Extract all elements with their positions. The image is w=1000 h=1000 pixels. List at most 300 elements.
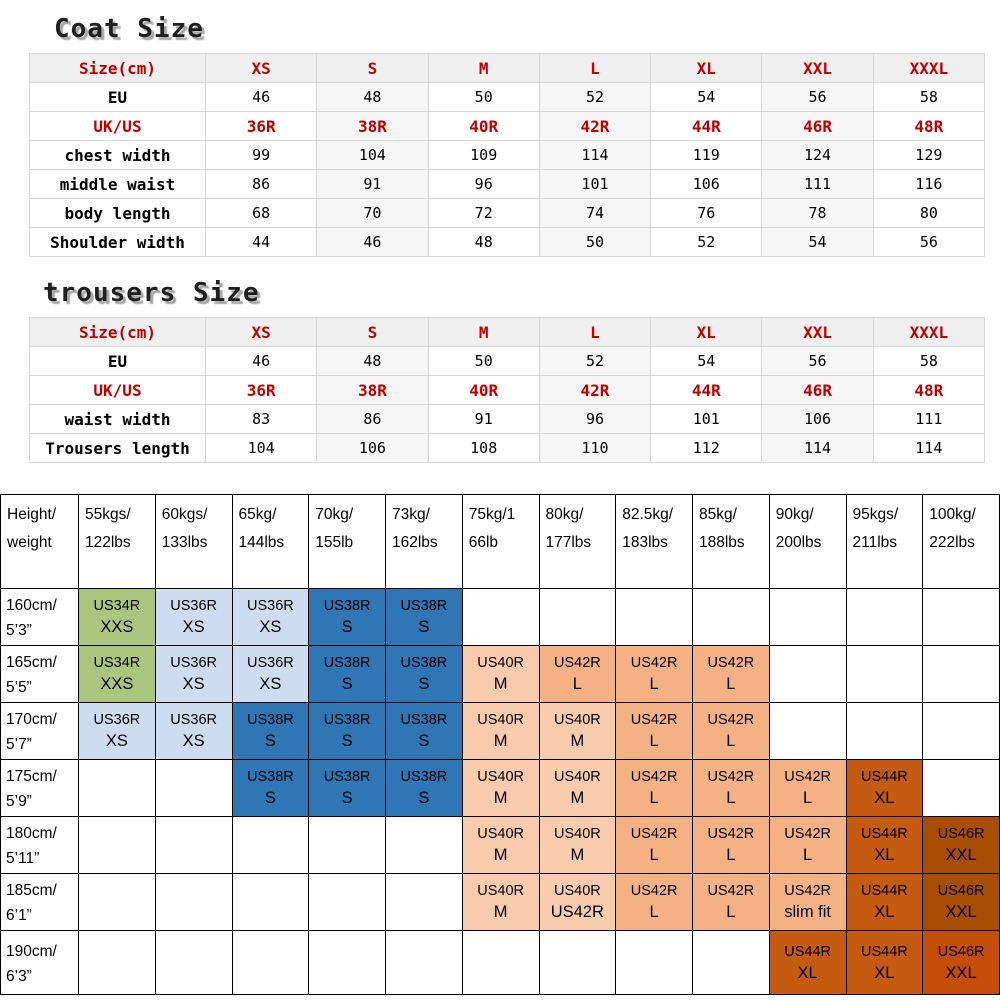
- size-table-row-label: UK/US: [30, 376, 206, 405]
- fit-row-label-line: 185cm/: [6, 882, 57, 899]
- fit-cell-size-letter: L: [726, 846, 736, 864]
- size-table-cell: 68: [206, 199, 317, 228]
- fit-cell-size-letter: L: [803, 846, 813, 864]
- fit-cell-size-code: US42R: [630, 655, 678, 671]
- fit-cell-size-code: US46R: [937, 943, 985, 960]
- fit-cell-size-code: US40R: [477, 883, 524, 899]
- size-table-cell: 114: [873, 434, 984, 463]
- fit-table-col-header: [386, 495, 463, 589]
- size-table-cell: 91: [428, 405, 539, 434]
- size-table-cell: 124: [762, 141, 873, 170]
- fit-header-line: Height/: [7, 506, 57, 523]
- size-table-cell: 46R: [762, 112, 873, 141]
- fit-table-size-cell: [693, 760, 770, 817]
- fit-cell-size-letter: S: [418, 789, 430, 807]
- fit-table-size-cell: [232, 646, 309, 703]
- fit-table-size-cell: [693, 817, 770, 874]
- fit-header-line: 162lbs: [392, 534, 438, 551]
- fit-header-line: 133lbs: [161, 534, 208, 551]
- fit-row-label-line: 180cm/: [6, 825, 57, 842]
- fit-cell-size-letter: XS: [259, 675, 282, 693]
- fit-cell-size-code: US36R: [170, 598, 217, 614]
- size-table-cell: 78: [762, 199, 873, 228]
- fit-cell-size-letter: M: [493, 675, 508, 693]
- fit-table-size-cell: [232, 760, 309, 817]
- fit-table-size-cell: [155, 646, 232, 703]
- fit-table-empty-cell: [232, 874, 309, 931]
- fit-table-size-cell: [693, 703, 770, 760]
- size-table-cell: 44R: [651, 376, 762, 405]
- fit-cell-size-code: US46R: [937, 883, 985, 899]
- fit-row-label-line: 5’9”: [6, 793, 32, 810]
- fit-cell-size-code: US38R: [323, 769, 371, 785]
- fit-cell-size-code: US42R: [707, 655, 755, 671]
- fit-cell-size-code: US42R: [630, 712, 678, 728]
- size-table-corner-cell: Size(cm): [30, 54, 206, 83]
- size-table-cell: 111: [873, 405, 984, 434]
- fit-table-row: [1, 703, 1000, 760]
- trousers-size-table: [29, 317, 985, 463]
- fit-row-label-line: 190cm/: [6, 942, 57, 960]
- fit-table-empty-cell: [846, 589, 923, 646]
- size-table-cell: 38R: [317, 376, 428, 405]
- size-table-cell: 101: [539, 170, 650, 199]
- size-table-row-label: Shoulder width: [30, 228, 206, 257]
- size-table-cell: 48R: [873, 376, 984, 405]
- fit-cell-size-code: US42R: [630, 826, 678, 842]
- fit-cell-size-letter: L: [726, 732, 736, 750]
- size-table-cell: 129: [873, 141, 984, 170]
- fit-table-row-label: [1, 874, 79, 931]
- fit-cell-size-code: US42R: [630, 769, 678, 785]
- size-table-cell: 106: [651, 170, 762, 199]
- fit-cell-size-code: US38R: [400, 655, 448, 671]
- fit-table-empty-cell: [386, 817, 463, 874]
- fit-table-size-cell: [309, 646, 386, 703]
- size-table-row-label: waist width: [30, 405, 206, 434]
- fit-table-empty-cell: [693, 931, 770, 995]
- coat-size-table: [29, 53, 985, 257]
- size-table-col-header: M: [428, 318, 539, 347]
- size-table-cell: 96: [539, 405, 650, 434]
- fit-cell-size-code: US38R: [323, 598, 371, 614]
- fit-header-line: 55kgs/: [85, 506, 131, 523]
- fit-cell-size-letter: XXL: [945, 846, 977, 864]
- fit-table-empty-cell: [386, 874, 463, 931]
- fit-header-line: 65kg/: [238, 506, 277, 523]
- fit-table-row: [1, 589, 1000, 646]
- fit-table-size-cell: [232, 589, 309, 646]
- fit-cell-size-letter: XS: [182, 732, 205, 750]
- size-table-cell: 54: [651, 83, 762, 112]
- fit-cell-size-letter: XS: [259, 618, 282, 636]
- size-table-row: [30, 112, 985, 141]
- fit-cell-size-code: US38R: [247, 769, 294, 785]
- size-table-cell: 114: [762, 434, 873, 463]
- size-table-col-header: XXL: [762, 318, 873, 347]
- size-table-col-header: XL: [651, 318, 762, 347]
- fit-header-line: 95kgs/: [852, 506, 899, 523]
- fit-cell-size-code: US40R: [554, 712, 601, 728]
- fit-table-col-header: [79, 495, 156, 589]
- fit-table-size-cell: [846, 817, 923, 874]
- fit-cell-size-letter: S: [341, 675, 353, 693]
- fit-table-empty-cell: [79, 760, 156, 817]
- fit-cell-size-code: US44R: [861, 769, 908, 785]
- fit-cell-size-letter: M: [570, 732, 585, 750]
- fit-header-line: 73kg/: [392, 506, 430, 523]
- size-table-cell: 106: [762, 405, 873, 434]
- fit-table-size-cell: [616, 874, 693, 931]
- fit-cell-size-code: US38R: [247, 712, 294, 728]
- fit-cell-size-code: US44R: [861, 883, 908, 899]
- fit-table-empty-cell: [769, 646, 846, 703]
- fit-cell-size-code: US40R: [477, 655, 524, 671]
- fit-table-size-cell: [846, 931, 923, 995]
- fit-cell-size-letter: S: [418, 618, 430, 636]
- fit-table-size-cell: [309, 760, 386, 817]
- fit-cell-size-letter: M: [493, 903, 508, 921]
- fit-row-label-line: 5’7”: [6, 736, 32, 753]
- fit-cell-size-code: US38R: [400, 598, 448, 614]
- fit-table-row-label: [1, 703, 79, 760]
- fit-table-row: [1, 817, 1000, 874]
- fit-row-label-line: 6’1”: [6, 907, 32, 924]
- size-table-cell: 106: [317, 434, 428, 463]
- size-table-cell: 101: [651, 405, 762, 434]
- fit-cell-size-letter: L: [649, 846, 659, 864]
- size-table-col-header: S: [317, 54, 428, 83]
- size-table-cell: 36R: [206, 376, 317, 405]
- fit-cell-size-letter: XXS: [100, 618, 134, 636]
- fit-cell-size-code: US34R: [93, 655, 141, 671]
- fit-cell-size-letter: XL: [874, 963, 895, 982]
- size-table-col-header: XS: [206, 318, 317, 347]
- fit-cell-size-letter: US42R: [550, 903, 604, 921]
- fit-table-size-cell: [462, 874, 539, 931]
- fit-table-size-cell: [846, 874, 923, 931]
- fit-cell-size-letter: M: [493, 732, 508, 750]
- fit-cell-size-letter: L: [649, 789, 659, 807]
- size-table-cell: 111: [762, 170, 873, 199]
- size-table-cell: 44: [206, 228, 317, 257]
- size-table-cell: 46: [206, 83, 317, 112]
- size-table-row: [30, 405, 985, 434]
- fit-table-size-cell: [616, 760, 693, 817]
- size-table-cell: 109: [428, 141, 539, 170]
- size-table-row: [30, 434, 985, 463]
- fit-table-row-label: [1, 760, 79, 817]
- size-table-cell: 38R: [317, 112, 428, 141]
- size-table-col-header: L: [539, 318, 650, 347]
- fit-table-empty-cell: [923, 589, 1000, 646]
- fit-table-col-header: [769, 495, 846, 589]
- size-table-cell: 48: [317, 347, 428, 376]
- fit-cell-size-code: US46R: [937, 826, 985, 842]
- fit-table-col-header: [846, 495, 923, 589]
- fit-table-col-header: [693, 495, 770, 589]
- fit-table-col-header: [232, 495, 309, 589]
- fit-header-line: 90kg/: [775, 506, 814, 523]
- size-table-cell: 80: [873, 199, 984, 228]
- fit-table-row-label: [1, 646, 79, 703]
- fit-cell-size-letter: S: [341, 732, 353, 750]
- size-table-cell: 114: [539, 141, 650, 170]
- fit-table-empty-cell: [309, 874, 386, 931]
- fit-cell-size-code: US40R: [554, 826, 601, 842]
- fit-cell-size-letter: XL: [874, 789, 895, 807]
- size-table-row: [30, 170, 985, 199]
- size-table-cell: 56: [873, 228, 984, 257]
- fit-cell-size-letter: L: [726, 903, 736, 921]
- size-table-row: [30, 347, 985, 376]
- fit-cell-size-letter: slim fit: [784, 903, 831, 921]
- fit-table-empty-cell: [923, 760, 1000, 817]
- fit-table-empty-cell: [155, 874, 232, 931]
- fit-cell-size-code: US40R: [477, 712, 524, 728]
- fit-cell-size-letter: L: [572, 675, 582, 693]
- fit-table-empty-cell: [79, 931, 156, 995]
- size-table-row-label: Trousers length: [30, 434, 206, 463]
- fit-cell-size-code: US42R: [707, 769, 755, 785]
- fit-table-size-cell: [462, 646, 539, 703]
- size-table-cell: 96: [428, 170, 539, 199]
- fit-cell-size-letter: L: [803, 789, 813, 807]
- size-table-cell: 48R: [873, 112, 984, 141]
- fit-table-empty-cell: [923, 703, 1000, 760]
- fit-cell-size-code: US42R: [707, 883, 755, 899]
- size-table-cell: 50: [539, 228, 650, 257]
- size-table-col-header: XXXL: [873, 54, 984, 83]
- fit-cell-size-code: US42R: [630, 883, 678, 899]
- size-table-cell: 36R: [206, 112, 317, 141]
- fit-cell-size-letter: L: [649, 732, 659, 750]
- size-table-cell: 46: [206, 347, 317, 376]
- fit-table-empty-cell: [846, 646, 923, 703]
- fit-header-line: 82.5kg/: [622, 506, 674, 523]
- fit-table-size-cell: [769, 874, 846, 931]
- fit-cell-size-code: US42R: [707, 826, 755, 842]
- fit-cell-size-code: US42R: [784, 826, 831, 842]
- fit-cell-size-code: US36R: [93, 712, 141, 728]
- fit-cell-size-letter: M: [493, 789, 508, 807]
- fit-table-empty-cell: [539, 931, 616, 995]
- fit-table-col-header: [462, 495, 539, 589]
- size-table-cell: 42R: [539, 112, 650, 141]
- size-table-row: [30, 83, 985, 112]
- fit-table-size-cell: [769, 817, 846, 874]
- size-table-cell: 48: [428, 228, 539, 257]
- size-table-cell: 104: [206, 434, 317, 463]
- fit-row-label-line: 170cm/: [6, 711, 57, 728]
- fit-table-empty-cell: [693, 589, 770, 646]
- fit-cell-size-code: US42R: [784, 883, 831, 899]
- fit-header-line: 177lbs: [545, 534, 592, 551]
- fit-table-empty-cell: [79, 817, 156, 874]
- fit-table-size-cell: [232, 703, 309, 760]
- size-table-row-label: middle waist: [30, 170, 206, 199]
- fit-cell-size-letter: S: [264, 732, 276, 750]
- fit-table-row-label: [1, 817, 79, 874]
- size-table-cell: 58: [873, 347, 984, 376]
- fit-table-size-cell: [539, 646, 616, 703]
- size-table-row-label: EU: [30, 83, 206, 112]
- size-table-cell: 86: [317, 405, 428, 434]
- fit-table-size-cell: [616, 817, 693, 874]
- size-table-col-header: S: [317, 318, 428, 347]
- fit-table-empty-cell: [769, 589, 846, 646]
- size-table-col-header: XXL: [762, 54, 873, 83]
- fit-table-size-cell: [923, 817, 1000, 874]
- fit-table-row: [1, 874, 1000, 931]
- size-table-cell: 104: [317, 141, 428, 170]
- size-table-cell: 56: [762, 83, 873, 112]
- fit-table-col-header: [616, 495, 693, 589]
- fit-table-size-cell: [539, 760, 616, 817]
- fit-table-size-cell: [693, 874, 770, 931]
- fit-cell-size-code: US36R: [247, 655, 294, 671]
- size-table-header-row: [30, 54, 985, 83]
- fit-header-line: 144lbs: [238, 534, 285, 551]
- fit-table-empty-cell: [462, 589, 539, 646]
- fit-cell-size-letter: XXS: [100, 675, 134, 693]
- fit-table-size-cell: [923, 931, 1000, 995]
- size-table-row-label: chest width: [30, 141, 206, 170]
- fit-cell-size-code: US40R: [477, 826, 524, 842]
- fit-cell-size-letter: M: [570, 789, 585, 807]
- fit-header-line: 222lbs: [929, 534, 975, 551]
- fit-table-empty-cell: [309, 817, 386, 874]
- fit-header-line: 60kgs/: [161, 506, 208, 523]
- fit-table-row-label: [1, 589, 79, 646]
- fit-cell-size-letter: L: [726, 789, 736, 807]
- fit-cell-size-code: US44R: [784, 943, 831, 960]
- fit-cell-size-letter: XL: [874, 903, 895, 921]
- fit-table-empty-cell: [769, 703, 846, 760]
- fit-cell-size-letter: XXL: [945, 903, 977, 921]
- fit-cell-size-letter: L: [649, 903, 659, 921]
- size-table-cell: 50: [428, 83, 539, 112]
- fit-table-empty-cell: [232, 931, 309, 995]
- size-table-row-label: body length: [30, 199, 206, 228]
- size-table-cell: 119: [651, 141, 762, 170]
- fit-table-size-cell: [539, 817, 616, 874]
- fit-cell-size-code: US42R: [784, 769, 831, 785]
- fit-cell-size-letter: L: [726, 675, 736, 693]
- fit-table-col-header: [923, 495, 1000, 589]
- fit-table-row: [1, 931, 1000, 995]
- fit-table-size-cell: [846, 760, 923, 817]
- fit-cell-size-letter: S: [418, 675, 430, 693]
- fit-table-size-cell: [539, 874, 616, 931]
- fit-table-col-header: [539, 495, 616, 589]
- size-table-cell: 54: [651, 347, 762, 376]
- fit-cell-size-letter: S: [418, 732, 430, 750]
- size-table-cell: 42R: [539, 376, 650, 405]
- fit-table-size-cell: [386, 646, 463, 703]
- fit-row-label-line: 6’3”: [6, 967, 32, 985]
- fit-table-size-cell: [309, 589, 386, 646]
- size-table-cell: 76: [651, 199, 762, 228]
- size-table-cell: 40R: [428, 112, 539, 141]
- fit-cell-size-code: US38R: [400, 769, 448, 785]
- fit-cell-size-letter: XL: [874, 846, 895, 864]
- fit-row-label-line: 5’3”: [6, 622, 32, 639]
- fit-table-size-cell: [79, 646, 156, 703]
- size-table-cell: 46R: [762, 376, 873, 405]
- size-table-cell: 58: [873, 83, 984, 112]
- size-table-cell: 48: [317, 83, 428, 112]
- size-table-row-label: UK/US: [30, 112, 206, 141]
- fit-table-col-header: [155, 495, 232, 589]
- fit-cell-size-letter: M: [493, 846, 508, 864]
- fit-table-size-cell: [155, 589, 232, 646]
- fit-cell-size-code: US38R: [323, 655, 371, 671]
- fit-table-row: [1, 646, 1000, 703]
- size-table-cell: 70: [317, 199, 428, 228]
- fit-table-size-cell: [155, 703, 232, 760]
- fit-row-label-line: 5’5”: [6, 679, 32, 696]
- fit-row-label-line: 160cm/: [6, 597, 57, 614]
- fit-cell-size-code: US36R: [170, 712, 217, 728]
- fit-header-line: 122lbs: [85, 534, 131, 551]
- size-table-cell: 83: [206, 405, 317, 434]
- fit-header-line: 200lbs: [775, 534, 822, 551]
- size-table-col-header: L: [539, 54, 650, 83]
- size-table-row: [30, 228, 985, 257]
- size-table-cell: 112: [651, 434, 762, 463]
- fit-cell-size-letter: XS: [182, 675, 205, 693]
- size-table-cell: 86: [206, 170, 317, 199]
- fit-cell-size-code: US42R: [554, 655, 601, 671]
- fit-cell-size-code: US44R: [861, 826, 908, 842]
- size-table-cell: 74: [539, 199, 650, 228]
- fit-cell-size-code: US40R: [554, 769, 601, 785]
- fit-header-line: 70kg/: [315, 506, 354, 523]
- fit-table-size-cell: [693, 646, 770, 703]
- fit-cell-size-code: US36R: [247, 598, 294, 614]
- size-table-col-header: XXXL: [873, 318, 984, 347]
- fit-cell-size-code: US42R: [707, 712, 755, 728]
- size-table-cell: 50: [428, 347, 539, 376]
- fit-cell-size-code: US40R: [477, 769, 524, 785]
- fit-cell-size-letter: XS: [182, 618, 205, 636]
- fit-header-line: 155lb: [315, 534, 354, 551]
- fit-table-col-header: [309, 495, 386, 589]
- fit-table-empty-cell: [386, 931, 463, 995]
- fit-table-empty-cell: [79, 874, 156, 931]
- fit-cell-size-code: US40R: [554, 883, 601, 899]
- height-weight-fit-table: [0, 494, 1000, 995]
- fit-table-empty-cell: [155, 817, 232, 874]
- fit-cell-size-letter: M: [570, 846, 585, 864]
- fit-cell-size-letter: XS: [105, 732, 128, 750]
- size-table-col-header: M: [428, 54, 539, 83]
- size-table-cell: 72: [428, 199, 539, 228]
- fit-cell-size-letter: XL: [797, 963, 818, 982]
- fit-header-line: 75kg/1: [468, 506, 516, 523]
- fit-header-line: 66lb: [468, 534, 499, 551]
- fit-table-corner-cell: [1, 495, 79, 589]
- fit-cell-size-code: US44R: [861, 943, 908, 960]
- fit-table-empty-cell: [155, 760, 232, 817]
- fit-table-size-cell: [309, 703, 386, 760]
- fit-header-line: 183lbs: [622, 534, 668, 551]
- fit-table-empty-cell: [232, 817, 309, 874]
- fit-cell-size-letter: XXL: [945, 963, 977, 982]
- fit-table-size-cell: [386, 703, 463, 760]
- fit-table-size-cell: [79, 589, 156, 646]
